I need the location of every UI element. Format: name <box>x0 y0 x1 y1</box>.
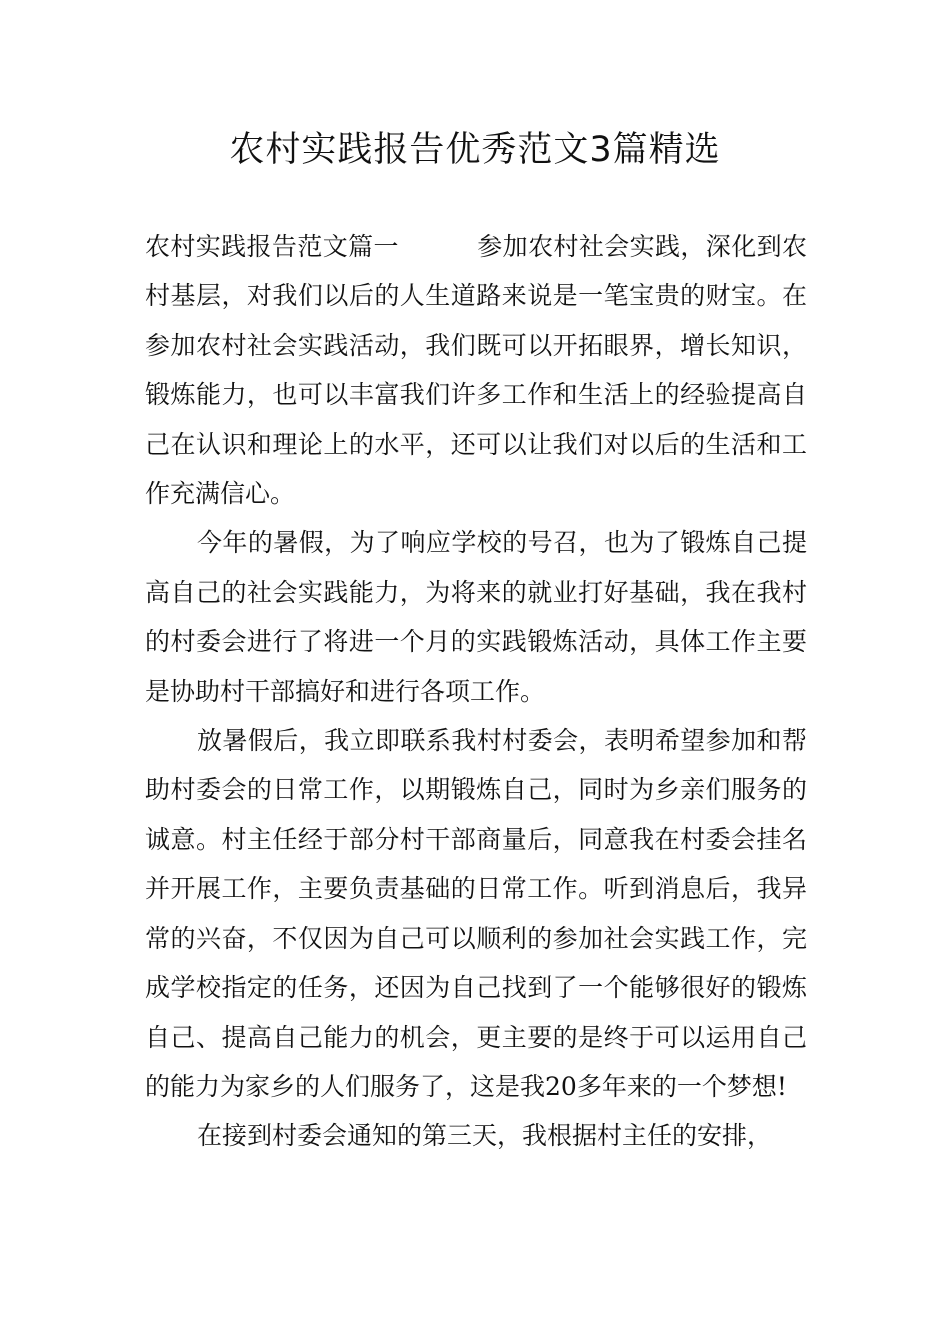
paragraph-3: 放暑假后，我立即联系我村村委会，表明希望参加和帮助村委会的日常工作，以期锻炼自己，同时为乡亲们服务的诚意。村主任经于部分村干部商量后，同意我在村委会挂名并开展工作，主要负责基础的日常工作。听到消息后，我异常的兴奋，不仅因为自己可以顺利的参加社会实践工作，完成学校指定的任务，还因为自己找到了一个能够很好的锻炼自己、提高自己能力的机会，更主要的是终于可以运用自己的能力为家乡的人们服务了，这是我20多年来的一个梦想! <box>145 726 807 1101</box>
paragraph-2: 今年的暑假，为了响应学校的号召，也为了锻炼自己提高自己的社会实践能力，为将来的就业打好基础，我在我村的村委会进行了将进一个月的实践锻炼活动，具体工作主要是协助村干部搞好和进行各项工作。 <box>145 528 807 706</box>
document-title: 农村实践报告优秀范文3篇精选 <box>229 130 721 170</box>
section-heading: 农村实践报告范文篇一 <box>145 232 399 261</box>
paragraph-1-text: 参加农村社会实践，深化到农村基层，对我们以后的人生道路来说是一笔宝贵的财宝。在参加农村社会实践活动，我们既可以开拓眼界，增长知识，锻炼能力，也可以丰富我们许多工作和生活上的经验提高自己在认识和理论上的水平，还可以让我们对以后的生活和工作充满信心。 <box>145 232 807 509</box>
document-body <box>145 222 807 1161</box>
paragraph-1 <box>145 222 807 518</box>
paragraph-4: 在接到村委会通知的第三天，我根据村主任的安排， <box>197 1121 773 1151</box>
